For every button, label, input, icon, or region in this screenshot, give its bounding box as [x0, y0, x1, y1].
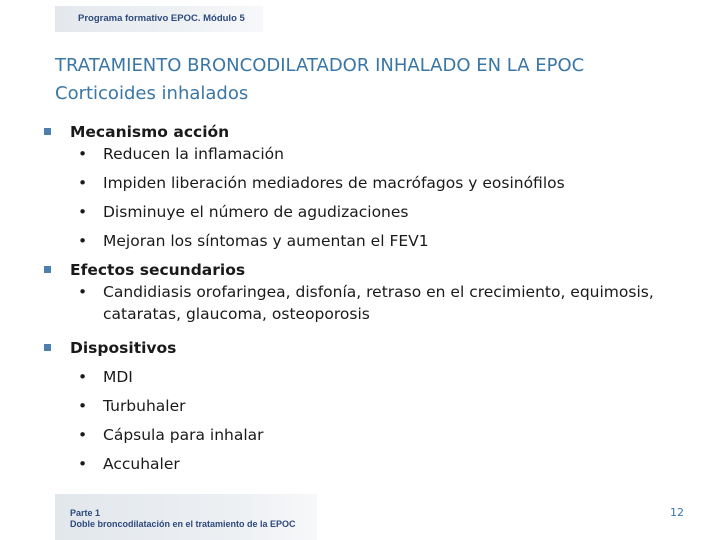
bullet-dot-icon: •: [78, 368, 88, 386]
list-item: [44, 424, 704, 453]
list-item-text: Disminuye el número de agudizaciones: [103, 203, 409, 221]
list-item: [44, 201, 704, 230]
list-item: [44, 281, 704, 337]
list-item-text: Accuhaler: [103, 455, 180, 473]
footer-band: [55, 494, 317, 540]
bullet-dot-icon: •: [78, 397, 88, 415]
program-label: Programa formativo EPOC. Módulo 5: [78, 13, 245, 24]
page-number: 12: [670, 506, 684, 519]
list-item-text: Impiden liberación mediadores de macrófagos y eosinófilos: [103, 174, 565, 192]
section-heading: Dispositivos: [70, 339, 177, 357]
list-item: [44, 230, 704, 259]
footer-part-title: Doble broncodilatación en el tratamiento de la EPOC: [70, 519, 296, 529]
section-dispositivos: [44, 337, 704, 366]
bullet-dot-icon: •: [78, 455, 88, 473]
footer-part: Parte 1: [70, 508, 101, 518]
list-item-text: Mejoran los síntomas y aumentan el FEV1: [103, 232, 429, 250]
list-item-text: Cápsula para inhalar: [103, 426, 264, 444]
title-main: TRATAMIENTO BRONCODILATADOR INHALADO EN LA EPOC: [55, 55, 585, 76]
section-heading: Mecanismo acción: [70, 123, 230, 141]
slide-title: [55, 52, 584, 108]
bullet-dot-icon: •: [78, 283, 88, 301]
section-efectos: [44, 259, 704, 281]
bullet-dot-icon: •: [78, 426, 88, 444]
list-item: [44, 453, 704, 482]
list-item-text: MDI: [103, 368, 133, 386]
list-item: [44, 395, 704, 424]
slide-content: [44, 121, 704, 482]
list-item: [44, 366, 704, 395]
section-heading: Efectos secundarios: [70, 261, 246, 279]
bullet-dot-icon: •: [78, 145, 88, 163]
bullet-dot-icon: •: [78, 174, 88, 192]
title-sub: Corticoides inhalados: [55, 83, 249, 104]
list-item: [44, 172, 704, 201]
list-item-text: Reducen la inflamación: [103, 145, 284, 163]
header-band: [55, 6, 263, 32]
list-item: [44, 143, 704, 172]
list-item-text: Turbuhaler: [103, 397, 186, 415]
square-bullet-icon: [44, 128, 51, 135]
list-item-text: Candidiasis orofaringea, disfonía, retraso en el crecimiento, equimosis, cataratas, glaucoma, osteoporosis: [103, 283, 654, 323]
bullet-dot-icon: •: [78, 232, 88, 250]
square-bullet-icon: [44, 344, 51, 351]
bullet-dot-icon: •: [78, 203, 88, 221]
square-bullet-icon: [44, 266, 51, 273]
